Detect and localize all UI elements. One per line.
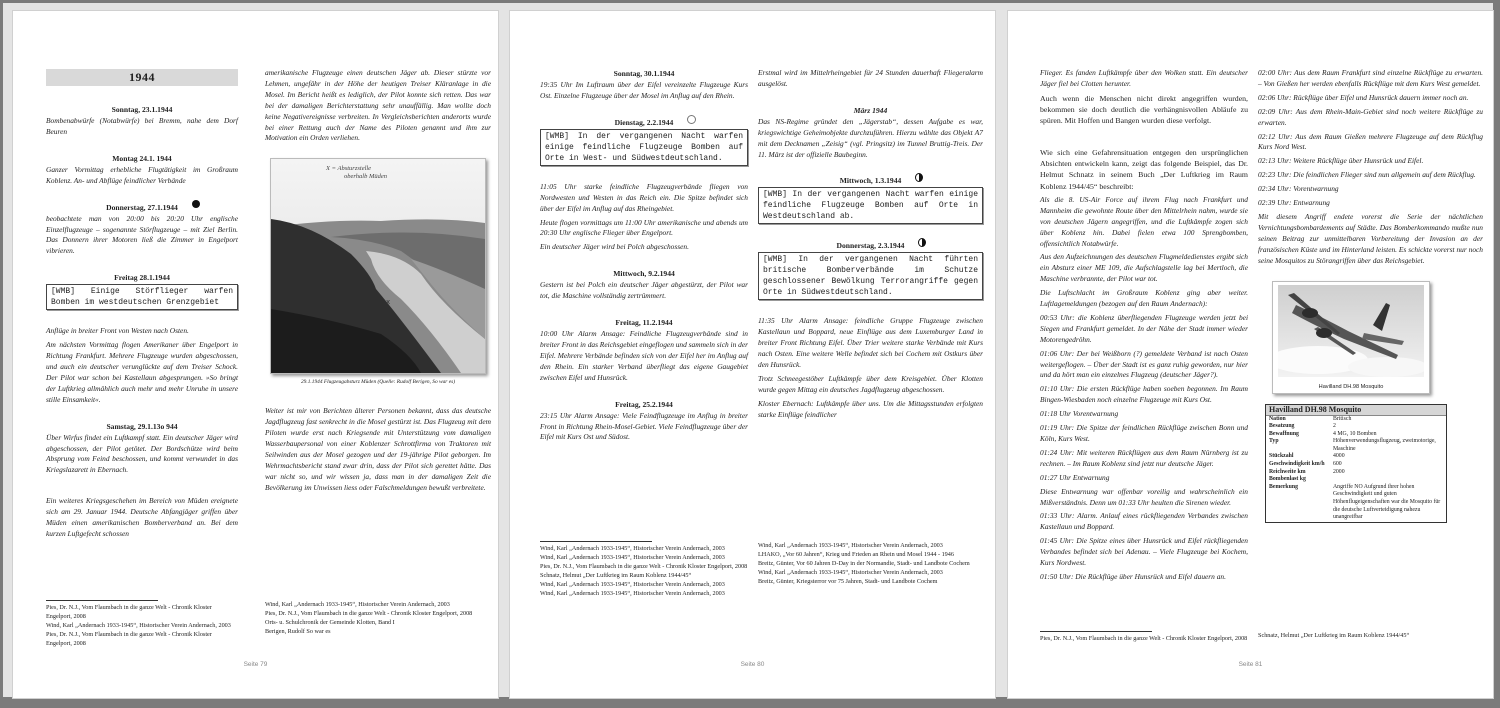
paragraph: Diese Entwarnung war offenbar voreilig und wahrscheinlich ein Mißverständnis. Denn um 01:33 Uhr heulten die Sirenen wieder. xyxy=(1040,486,1248,507)
row-value: 4000 xyxy=(1333,453,1345,460)
footnotes xyxy=(265,600,490,636)
footnote: Wind, Karl „Andernach 1933-1945“, Historischer Verein Andernach, 2003 xyxy=(540,554,725,562)
wehrmacht-report-box: [WMB] Einige Störflieger warfen Bomben im westdeutschen Grenzgebiet xyxy=(46,284,238,310)
paragraph: Ein weiteres Kriegsgeschehen im Bereich von Müden ereignete sich am 29. Januar 1944. Deutsche Abfangjäger griffen über Müden einen amerikanischen Bomberverband an. Bei dem kurzen Luftgefecht schossen xyxy=(46,496,238,538)
paragraph: Mit diesem Angriff endete vorerst die Serie der nächtlichen Vernichtungsbombardements auf Städte. Das Bomberkommando mußte nun seinen Beitrag zur unmittelbaren Vorbereitung der Invasion an der französischen Küste und im Hinterland leisten. Es schickte vorerst nur noch seine Mosquitos zu Störangriffen über das Reichsgebiet. xyxy=(1258,211,1483,265)
footnote: Schnatz, Helmut „Der Luftkrieg im Raum Koblenz 1944/45“ xyxy=(1258,632,1410,639)
footnote-separator xyxy=(1040,631,1152,632)
paragraph: 11:05 Uhr starke feindliche Flugzeugverbände fliegen von Nordwesten und Westen in das Reich ein. Die Spitze befindet sich über der Eifel im Anflug auf das Rheingebiet. xyxy=(540,181,748,213)
row-value: 600 xyxy=(1333,461,1342,468)
footnotes xyxy=(1258,631,1483,640)
row-value: 2 xyxy=(1333,423,1336,430)
footnote: Schnatz, Helmut „Der Luftkrieg im Raum Koblenz 1944/45“ xyxy=(540,572,692,580)
footnote: Pies, Dr. N.J., Vom Flaumbach in die ganze Welt - Chronik Kloster Engelport, 2008 xyxy=(1040,635,1248,642)
text-column xyxy=(265,68,491,636)
paragraph: 02:09 Uhr: Aus dem Rhein-Main-Gebiet sind noch weitere Rückflüge zu erwarten. xyxy=(1258,106,1483,127)
date-heading-text: März 1944 xyxy=(853,105,888,115)
page-number: Seite 79 xyxy=(243,661,268,668)
date-heading xyxy=(758,105,983,116)
footnotes xyxy=(1040,631,1248,643)
text-column xyxy=(1040,68,1248,642)
figure-caption: 29.1.1944 Flugzeugabsturz Müden (Quelle: Rudolf Berigen, So war es) xyxy=(300,379,456,386)
paragraph: 02:39 Uhr: Entwarnung xyxy=(1258,198,1330,208)
paragraph: 10:00 Uhr Alarm Ansage: Feindliche Flugzeugverbände sind in breiter Front in das Reichsgebiet eingeflogen und sammeln sich in der Eifel. Mehrere Verbände befinden sich von der Eifel her im Anflug auf den Rhein. Ein starker Verband überfliegt das eigene Gaugebiet zwischen Eifel und Hunsrück. xyxy=(540,329,748,382)
paragraph: 01:33 Uhr: Alarm. Anlauf eines rückfliegenden Verbandes zwischen Kastellaun und Boppard. xyxy=(1040,511,1248,532)
footnote: LHAKO, „Vor 60 Jahren“, Krieg und Frieden an Rhein und Mosel 1944 - 1946 xyxy=(758,551,954,559)
mosquito-photo-svg xyxy=(1278,285,1424,377)
wehrmacht-report-box: [WMB] In der vergangenen Nacht warfen einige feindliche Flugzeuge Bomben auf Orte in West- und Südwestdeutschland. xyxy=(540,129,748,166)
table-row xyxy=(1266,416,1446,424)
handwriting-line: X = Absturzstelle xyxy=(326,165,372,173)
date-heading-text: Mittwoch, 1.3.1944 xyxy=(839,176,902,186)
paragraph: Bombenabwürfe (Notabwürfe) bei Bremm, nahe dem Dorf Beuren xyxy=(46,116,238,136)
date-heading-text: Mittwoch, 9.2.1944 xyxy=(613,269,675,279)
paragraph: 02:12 Uhr: Aus dem Raum Gießen mehrere Flugzeuge auf dem Rückflug Kurs Nord West. xyxy=(1258,131,1483,152)
paragraph: Gestern ist bei Polch ein deutscher Jäger abgestürzt, der Pilot war tot, die Maschine vollständig zertrümmert. xyxy=(540,280,748,301)
row-value: Angriffe NO Aufgrund ihrer hohen Geschwindigkeit und guten Höhenflugeigenschaften war die Mosquito für die deutsche Luftverteidigung nahezu unangreifbar xyxy=(1333,483,1441,521)
paragraph: beobachtete man von 20:00 bis 20:20 Uhr englische Einzelflugzeuge – sogenannte Störflugzeuge – mit Ziel Berlin. Das Donnern ihrer Motoren ließ die Zimmer in Engelport vibrieren. xyxy=(46,213,238,256)
table-row xyxy=(1266,453,1446,461)
date-heading xyxy=(46,421,238,432)
footnote: Breitz, Günter, Kriegsterror vor 75 Jahren, Stadt- und Landbote Cochem xyxy=(758,578,938,586)
footnote: Wind, Karl „Andernach 1933-1945“, Historischer Verein Andernach, 2003 xyxy=(758,542,943,549)
footnote-separator xyxy=(540,541,652,542)
row-label: Nation xyxy=(1269,415,1286,422)
page-number: Seite 80 xyxy=(740,661,765,668)
paragraph: Flieger. Es fanden Luftkämpfe über den Wolken statt. Ein deutscher Jäger fiel bei Clotten herunter. xyxy=(1040,68,1248,88)
paragraph: 19:35 Uhr Im Luftraum über der Eifel vereinzelte Flugzeuge Kurs Ost. Einzelne Flugzeuge über der Mosel im Anflug auf den Rhein. xyxy=(540,80,748,100)
river-photo xyxy=(270,158,486,374)
table-row xyxy=(1266,423,1446,431)
full-moon-icon xyxy=(192,200,200,208)
footnote: Pies, Dr. N.J., Vom Flaumbach in die ganze Welt - Chronik Kloster Engelport, 2008 xyxy=(265,610,473,618)
document-page xyxy=(13,11,498,698)
year-heading: 1944 xyxy=(46,69,238,86)
paragraph: Ein deutscher Jäger wird bei Polch abgeschossen. xyxy=(540,242,689,252)
table-title: Havilland DH.98 Mosquito xyxy=(1266,405,1446,416)
paragraph: Als die 8. US-Air Force auf ihrem Flug nach Frankfurt und Mannheim die gewohnte Route über den Mittelrhein nahm, wurde sie von deutschen Jägern angegriffen, und die Luftkämpfe zogen sich über Koblenz hin. Dabei fielen etwa 100 Sprengbomben, offensichtlich Notabwürfe. xyxy=(1040,194,1248,248)
date-heading xyxy=(46,202,238,213)
footnote: Berigen, Rudolf So war es xyxy=(265,628,331,636)
date-heading xyxy=(540,68,748,79)
footnote-separator xyxy=(46,600,158,601)
row-label: Bombenlast kg xyxy=(1269,476,1306,483)
date-heading-text: Donnerstag, 2.3.1944 xyxy=(836,241,905,251)
text-column xyxy=(758,68,983,586)
date-heading-text: Montag 24.1. 1944 xyxy=(112,153,172,163)
paragraph: 01:45 Uhr: Die Spitze eines über Hunsrück und Eifel rückfliegenden Verbandes befindet sich bei Adenau. – Viele Flugzeuge bei Kochem, Kurs Nordwest. xyxy=(1040,536,1248,568)
date-heading-text: Freitag, 11.2.1944 xyxy=(615,318,673,328)
table-row xyxy=(1266,469,1446,477)
paragraph: Das NS-Regime gründet den „Jägerstab“, dessen Aufgabe es war, kriegswichtige Geheimobjekte durchzuführen. Hierzu wählte das Objekt A7 mit dem Decknamen „Zeisig“ (vgl. Pringsitz) im Tunnel Bruttig-Treis. Der 11. März ist der offizielle Baubeginn. xyxy=(758,116,983,159)
paragraph: 01:24 Uhr: Mit weiteren Rückflügen aus dem Raum Nürnberg ist zu rechnen. – Im Raum Koblenz sind jetzt nur deutsche Jäger. xyxy=(1040,447,1248,468)
date-heading xyxy=(46,153,238,164)
footnote: Orts- u. Schulchronik der Gemeinde Klotten, Band I xyxy=(265,619,395,627)
paragraph: 02:13 Uhr: Weitere Rückflüge über Hunsrück und Eifel. xyxy=(1258,156,1424,166)
footnotes xyxy=(46,600,238,648)
footnote: Breitz, Günter, Vor 60 Jahren D-Day in der Normandie, Stadt- und Landbote Cochem xyxy=(758,560,970,568)
handwriting-line: oberhalb Müden xyxy=(344,173,388,181)
footnotes xyxy=(540,541,748,599)
paragraph: 02:00 Uhr: Aus dem Raum Frankfurt sind einzelne Rückflüge zu erwarten. – Von Gießen her werden ebenfalls Rückflüge mit dem Kurs West gemeldet. xyxy=(1258,68,1483,88)
row-label: Bewaffnung xyxy=(1269,430,1299,437)
date-heading xyxy=(540,117,748,128)
table-row xyxy=(1266,461,1446,469)
row-value: Britisch xyxy=(1333,415,1352,422)
date-heading-text: Sonntag, 30.1.1944 xyxy=(613,69,675,78)
date-heading-text: Samstag, 29.1.13o 944 xyxy=(106,421,178,431)
footnote: Pies, Dr. N.J., Vom Flaumbach in die ganze Welt - Chronik Kloster Engelport, 2008 xyxy=(46,604,212,621)
row-label: Reichweite km xyxy=(1269,468,1306,475)
row-label: Besatzung xyxy=(1269,423,1295,430)
footnote: Pies, Dr. N.J., Vom Flaumbach in die ganze Welt - Chronik Kloster Engelport, 2008 xyxy=(46,631,212,648)
date-heading-text: Freitag, 25.2.1944 xyxy=(615,399,673,409)
row-label: Bemerkung xyxy=(1269,483,1298,490)
footnote: Pies, Dr. N.J., Vom Flaumbach in die ganze Welt - Chronik Kloster Engelport, 2008 xyxy=(540,563,748,571)
date-heading xyxy=(540,268,748,279)
paragraph: 02:23 Uhr: Die feindlichen Flieger sind nun allgemein auf dem Rückflug. xyxy=(1258,170,1476,180)
paragraph: Am nächsten Vormittag flogen Amerikaner über Engelport in Richtung Frankfurt. Mehrere Flugzeuge wurden abgeschossen, und auch ein deutscher verunglückte auf dem Treiser Schock. Der Pilot war schon bei Kastellaun abgesprungen. »So bringt der Luftkrieg allmählich auch mehr und mehr Unruhe in unsere stille Einsamkeit«. xyxy=(46,340,238,404)
wehrmacht-report-box: [WMB] In der vergangenen Nacht warfen einige feindliche Flugzeuge Bomben auf Orte in Westdeutschland ab. xyxy=(758,187,983,224)
paragraph: Kloster Ebernach: Luftkämpfe über uns. Um die Mittagsstunden erfolgten starke Einflüge feindlicher xyxy=(758,398,983,419)
half-moon-icon xyxy=(915,173,923,182)
paragraph: Wie sich eine Gefahrensituation entgegen den ursprünglichen Absichten entwickeln kann, zeigt das folgende Beispiel, das Dr. Helmut Schnatz in seinem Buch „Der Luftkrieg im Raum Koblenz 1944/45“ beschreibt: xyxy=(1040,147,1248,191)
footnote: Wind, Karl „Andernach 1933-1945“, Historischer Verein Andernach, 2003 xyxy=(46,622,231,630)
table-row xyxy=(1266,438,1446,453)
paragraph: Weiter ist mir von Berichten älterer Personen bekannt, dass das deutsche Jagdflugzeug fast senkrecht in die Mosel gestürzt ist. Das Flugzeug mit dem Piloten wurde erst nach Kriegsende mit Unterstützung vom damaligen Wasserbaupersonal von einer Koblenzer Schrottfirma von Traktoren mit Seilwinden aus der Mosel gezogen und der 19-jährige Pilot geborgen. Im Wehrmachtsbericht stand zwar drin, dass der Pilot sich gerettet hätte. Das war nicht so, und wir wissen ja, dass man in der damaligen Zeit die Bevölkerung im Unwissen liess oder Falschmeldungen bewußt verbreitete. xyxy=(265,406,491,492)
paragraph: 01:50 Uhr: Die Rückflüge über Hunsrück und Eifel dauern an. xyxy=(1040,571,1226,581)
date-heading-text: Sonntag, 23.1.1944 xyxy=(111,105,173,114)
row-label: Geschwindigkeit km/h xyxy=(1269,461,1325,468)
paragraph: amerikanische Flugzeuge einen deutschen Jäger ab. Dieser stürzte vor Lehmen, ungefähr in der Höhe der heutigen Treiser Kläranlage in die Mosel. Im Bericht heißt es lediglich, der Pilot konnte sich retten. Das war bei der damaligen Berichterstattung sehr unauffällig. Man wollte doch keine Negativereignisse verbreiten. In Vergleichsberichten anderorts wurde bei einer Rettung auch der Name des Piloten genannt und ihm zur Motivation ein Orden verliehen. xyxy=(265,68,491,143)
mosquito-photo xyxy=(1272,281,1430,394)
figure xyxy=(265,158,491,386)
paragraph: 02:06 Uhr: Rückflüge über Eifel und Hunsrück dauern immer noch an. xyxy=(1258,92,1469,102)
footnote: Wind, Karl „Andernach 1933-1945“, Historischer Verein Andernach, 2003 xyxy=(540,590,725,598)
river-photo-svg xyxy=(271,159,485,373)
wehrmacht-report-box: [WMB] In der vergangenen Nacht führten britische Bomberverbände im Schutze geschlossener Bewölkung Terrorangriffe gegen Orte in Südwestdeutschland. xyxy=(758,252,983,300)
date-heading xyxy=(46,272,238,283)
footnote: Wind, Karl „Andernach 1933-1945“, Historischer Verein Andernach, 2003 xyxy=(540,581,725,589)
row-value xyxy=(1333,476,1443,484)
new-moon-icon xyxy=(687,115,696,124)
row-value: Höhenverwendungsflugzeug, zweimotorige, Maschine xyxy=(1333,438,1436,452)
paragraph: Auch wenn die Menschen nicht direkt angegriffen wurden, bekommen sie doch deutlich die verhängnisvollen Abläufe zu spüren. Mit Hoffen und Bangen wurden diese verfolgt. xyxy=(1040,93,1248,126)
figure-caption: Havilland DH.98 Mosquito xyxy=(1318,383,1384,390)
paragraph: 01:10 Uhr: Die ersten Rückflüge haben soeben begonnen. Im Raum Bingen-Wiesbaden noch einzelne Flugzeuge mit Kurs Ost. xyxy=(1040,384,1248,405)
date-heading xyxy=(46,104,238,115)
paragraph: 01:06 Uhr: Der bei Weißborn (?) gemeldete Verband ist nach Osten weitergeflogen. – Über der Stadt ist es ganz ruhig geworden, nur hier und da hört man ein einzelnes Flugzeug (deutscher Jäger?). xyxy=(1040,348,1248,380)
paragraph: 01:19 Uhr: Die Spitze der feindlichen Rückflüge zwischen Bonn und Köln, Kurs West. xyxy=(1040,423,1248,444)
paragraph: Über Wirfus findet ein Luftkampf statt. Ein deutscher Jäger wird abgeschossen, der Pilot getötet. Der Bordschütze wird beim Absprung vom Feind beschossen, und kommt verwundet in das Kriegslazarett in Ebernach. xyxy=(46,432,238,475)
handwriting-note xyxy=(326,165,387,181)
date-heading-text: Dienstag, 2.2.1944 xyxy=(614,117,674,127)
date-heading-text: Freitag 28.1.1944 xyxy=(114,273,170,283)
row-label: Stückzahl xyxy=(1269,453,1294,460)
text-column xyxy=(1258,68,1483,639)
paragraph: Die Luftschlacht im Großraum Koblenz ging aber weiter. Luftlagemeldungen (bezogen auf den Raum Andernach): xyxy=(1040,288,1248,309)
footnote: Wind, Karl „Andernach 1933-1945“, Historischer Verein Andernach, 2003 xyxy=(540,545,725,552)
footnotes xyxy=(758,541,983,586)
table-row xyxy=(1266,476,1446,484)
paragraph: Aus den Aufzeichnungen des deutschen Flugmeldedienstes ergibt sich ein Absturz einer ME 109, die Aufschlagstelle lag bei Mertloch, die Maschine verbrannte, der Pilot war tot. xyxy=(1040,252,1248,284)
page-number: Seite 81 xyxy=(1238,661,1263,668)
paragraph: 23:15 Uhr Alarm Ansage: Viele Feindflugzeuge im Anflug in breiter Front in Richtung Rhein-Mosel-Gebiet. Viele Feindflugzeuge über der Eifel mit Kurs Ost und Südost. xyxy=(540,410,748,442)
row-value: 4 MG, 10 Bomben xyxy=(1333,430,1377,437)
figure xyxy=(1258,281,1483,394)
svg-text:x: x xyxy=(386,298,391,307)
date-heading xyxy=(758,175,983,186)
paragraph: 00:53 Uhr: die Koblenz überfliegenden Flugzeuge werden jetzt bei Siegen und Frankfurt gemeldet. In der Nähe der Stadt immer wieder Motorengedröhn. xyxy=(1040,312,1248,344)
text-column xyxy=(46,68,238,648)
paragraph: 01:18 Uhr Vorentwarnung xyxy=(1040,409,1119,419)
date-heading xyxy=(758,240,983,251)
document-page xyxy=(1008,11,1493,698)
row-value: 2000 xyxy=(1333,468,1345,475)
text-column xyxy=(540,68,748,598)
aircraft-spec-table xyxy=(1265,404,1447,523)
paragraph: 11:35 Uhr Alarm Ansage: feindliche Gruppe Flugzeuge zwischen Kastellaun und Boppard, neue Einflüge aus dem Luxemburger Land in breiter Front Richtung Eifel. Über Trier weitere starke Verbände mit Kurs nach Osten. Eine weitere Welle befindet sich bei Cochem mit Ostkurs über den Hunsrück. xyxy=(758,316,983,370)
paragraph: Erstmal wird im Mittelrheingebiet für 24 Stunden dauerhaft Fliegeralarm ausgelöst. xyxy=(758,68,983,88)
paragraph: 01:27 Uhr Entwarnung xyxy=(1040,472,1110,482)
date-heading-text: Donnerstag, 27.1.1944 xyxy=(106,202,178,212)
paragraph: 02:34 Uhr: Vorentwarnung xyxy=(1258,184,1339,194)
footnote: Wind, Karl „Andernach 1933-1945“, Historischer Verein Andernach, 2003 xyxy=(265,601,450,608)
date-heading xyxy=(540,399,748,410)
half-moon-icon xyxy=(918,238,926,247)
document-page xyxy=(510,11,995,698)
paragraph: Ganzer Vormittag erhebliche Flugtätigkeit im Großraum Koblenz. An- und Abflüge feindlicher Verbände xyxy=(46,164,238,185)
paragraph: Trotz Schneegestöber Luftkämpfe über dem Kreisgebiet. Über Klotten wurde gegen Mittag ein deutsches Jagdflugzeug abgeschossen. xyxy=(758,373,983,394)
paragraph: Anflüge in breiter Front von Westen nach Osten. xyxy=(46,326,189,336)
date-heading xyxy=(540,317,748,328)
footnote: Wind, Karl „Andernach 1933-1945“, Historischer Verein Andernach, 2003 xyxy=(758,569,943,577)
table-row xyxy=(1266,484,1446,522)
document-viewer xyxy=(3,3,1493,697)
paragraph: Heute flogen vormittags um 11:00 Uhr amerikanische und abends um 20:30 Uhr englische Flieger über Engelport. xyxy=(540,217,748,238)
row-label: Typ xyxy=(1269,438,1279,445)
